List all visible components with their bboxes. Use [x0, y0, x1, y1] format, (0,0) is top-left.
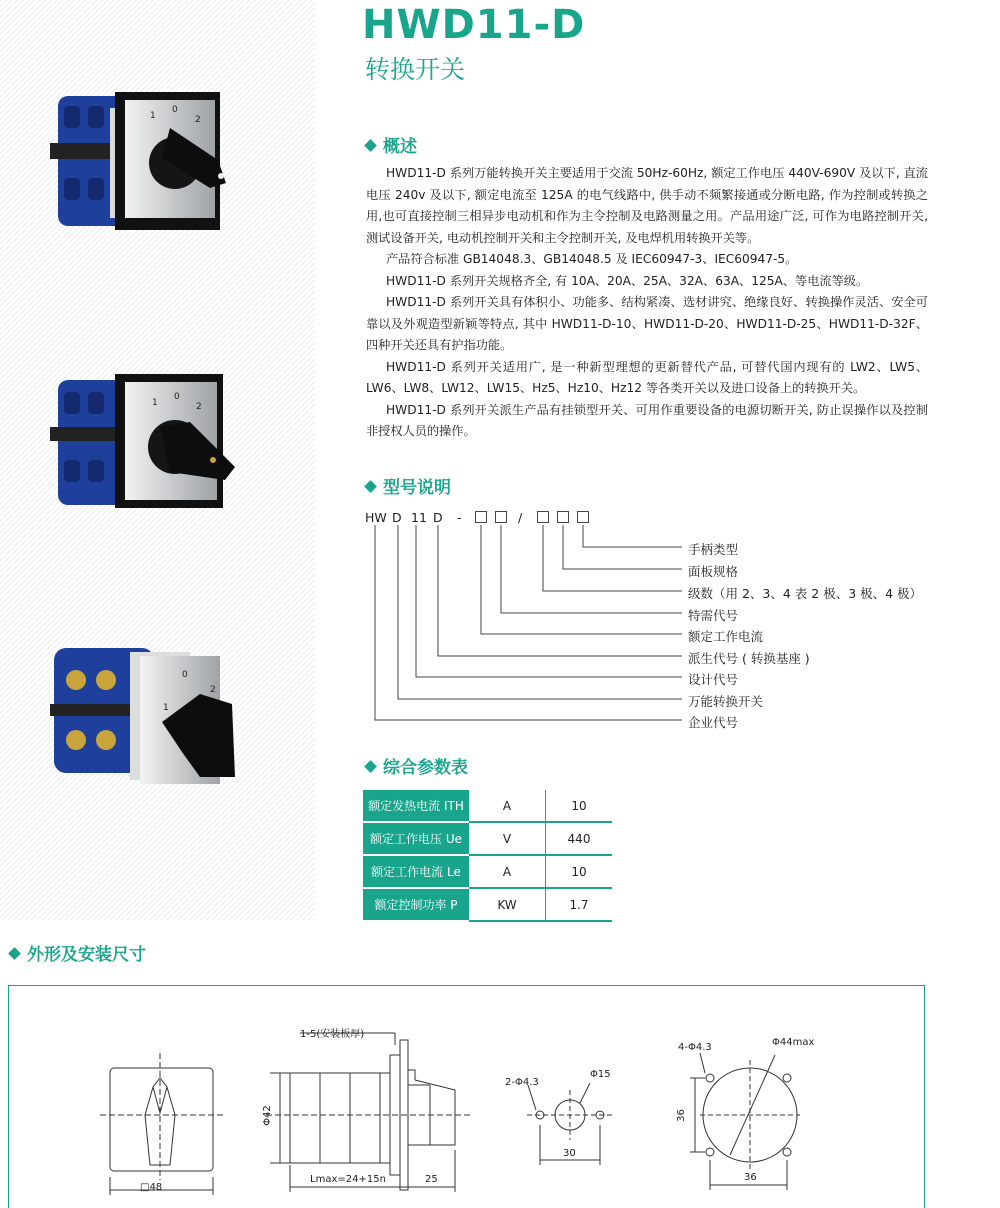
diamond-icon [364, 760, 377, 773]
diamond-icon [8, 947, 21, 960]
param-value: 440 [546, 822, 613, 855]
param-unit: A [469, 855, 546, 888]
code-d2: D [433, 510, 443, 525]
dim-phi15: Φ15 [590, 1069, 611, 1080]
dim-lmax: Lmax=24+15n [310, 1174, 386, 1185]
param-value: 10 [546, 855, 613, 888]
code-dash: - [457, 510, 462, 525]
legend-item: 手柄类型 [688, 542, 739, 557]
svg-text:2: 2 [195, 115, 201, 125]
code-hw: HW [365, 510, 387, 525]
legend-item: 企业代号 [688, 715, 739, 730]
dim-plate: 1-5(安装板厚) [300, 1029, 365, 1040]
svg-text:0: 0 [174, 392, 180, 402]
legend-item: 特需代号 [688, 608, 739, 623]
product-subtitle: 转换开关 [365, 55, 466, 84]
overview-paragraph: HWD11-D 系列开关派生产品有挂锁型开关、可用作重要设备的电源切断开关, 防止误操作以及控制非授权人员的操作。 [366, 402, 928, 438]
svg-text:1: 1 [152, 398, 158, 408]
legend-item: 派生代号 ( 转换基座 ) [688, 651, 810, 666]
overview-paragraph: HWD11-D 系列开关规格齐全, 有 10A、20A、25A、32A、63A、125A、等电流等级。 [386, 273, 869, 288]
param-value: 1.7 [546, 888, 613, 921]
dim-30: 30 [563, 1148, 576, 1159]
legend-item: 级数（用 2、3、4 表 2 极、3 极、4 极） [688, 586, 923, 601]
svg-text:0: 0 [172, 105, 178, 115]
product-title: HWD11-D [362, 2, 586, 48]
dim-front-size: □48 [140, 1182, 163, 1193]
dim-36-vertical: 36 [675, 1109, 687, 1122]
dim-phi42: Φ42 [261, 1105, 273, 1126]
param-value: 10 [546, 790, 613, 822]
overview-paragraph: HWD11-D 系列万能转换开关主要适用于交流 50Hz-60Hz, 额定工作电压 440V-690V 及以下, 直流电压 240v 及以下, 额定电流至 125A 的电气线路中, 供手动不频繁接通或分断电路, 作为控制或转换之用,也可直接控制三相异步电动机和作为主令控制及电路测量之用。产品用途广泛, 可作为电路控制开关, 测试设备开关, 电动机控制开关和主令控制开关, 及电焊机用转换开关等。 [366, 166, 928, 245]
overview-paragraph: 产品符合标准 GB14048.3、GB14048.5 及 IEC60947-3、IEC60947-5。 [386, 252, 798, 266]
dim-holes2: 2-Φ4.3 [505, 1077, 539, 1088]
dimension-drawings [0, 985, 1000, 1207]
svg-text:2: 2 [210, 685, 216, 695]
svg-text:0: 0 [182, 670, 188, 680]
params-table [363, 790, 612, 922]
code-slash: / [518, 510, 523, 525]
dimensions-heading: 外形及安装尺寸 [10, 940, 146, 965]
param-unit: A [469, 790, 546, 822]
table-row [363, 822, 612, 855]
param-name: 额定工作电压 Ue [363, 822, 469, 855]
dim-holes4: 4-Φ4.3 [678, 1042, 712, 1053]
table-row [363, 855, 612, 888]
table-row [363, 888, 612, 921]
dim-36-horizontal: 36 [744, 1172, 757, 1183]
param-name: 额定控制功率 P [363, 888, 469, 921]
param-name: 额定发热电流 ITH [363, 790, 469, 822]
code-d1: D [392, 510, 402, 525]
overview-paragraph: HWD11-D 系列开关适用广, 是一种新型理想的更新替代产品, 可替代国内现有的 LW2、LW5、LW6、LW8、LW12、LW15、Hz5、Hz10、Hz12 等各类开关以及进口设备上的转换开关。 [366, 359, 928, 395]
dim-phi44: Φ44max [772, 1037, 815, 1048]
svg-text:1: 1 [163, 703, 169, 713]
param-unit: KW [469, 888, 546, 921]
model-heading: 型号说明 [366, 473, 451, 498]
legend-item: 万能转换开关 [688, 694, 764, 709]
dim-25: 25 [425, 1174, 438, 1185]
legend-item: 面板规格 [688, 564, 739, 579]
param-name: 额定工作电流 Le [363, 855, 469, 888]
overview-paragraph: HWD11-D 系列开关具有体积小、功能多、结构紧凑、选材讲究、绝缘良好、转换操作灵活、安全可靠以及外观造型新颖等特点, 其中 HWD11-D-10、HWD11-D-20、HWD11-D-25、HWD11-D-32F、四种开关还具有护指功能。 [366, 295, 928, 352]
overview-heading: 概述 [366, 132, 417, 157]
legend-item: 额定工作电流 [688, 629, 764, 644]
table-row [363, 790, 612, 822]
params-heading: 综合参数表 [366, 753, 468, 778]
code-11: 11 [411, 510, 427, 525]
param-unit: V [469, 822, 546, 855]
svg-text:2: 2 [196, 402, 202, 412]
legend-item: 设计代号 [688, 672, 739, 687]
svg-text:1: 1 [150, 111, 156, 121]
